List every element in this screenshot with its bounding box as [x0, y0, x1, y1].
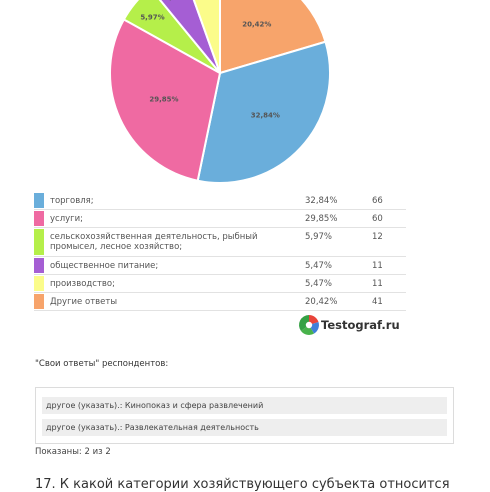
chart-legend: [34, 192, 406, 311]
legend-label: общественное питание;: [50, 261, 159, 271]
legend-percent: 5,97%: [305, 232, 333, 242]
legend-count: 11: [372, 279, 383, 289]
list-item: другое (указать).: Развлекательная деятельность: [42, 419, 447, 436]
legend-label: услуги;: [50, 214, 84, 224]
next-question-title: 17. К какой категории хозяйствующего субъекта относится: [35, 477, 450, 492]
logo-text: Testograf.ru: [321, 318, 400, 332]
legend-swatch: [34, 276, 44, 291]
legend-row: [34, 228, 406, 257]
legend-label: Другие ответы: [50, 297, 118, 307]
legend-label: сельскохозяйственная деятельность, рыбный промысел, лесное хозяйство;: [50, 232, 258, 252]
pie-data-label: 20,42%: [242, 20, 272, 29]
legend-count: 41: [372, 297, 383, 307]
legend-row: [34, 257, 406, 275]
legend-label: производство;: [50, 279, 115, 289]
legend-count: 60: [372, 214, 383, 224]
legend-swatch: [34, 294, 44, 309]
legend-row: [34, 210, 406, 228]
legend-count: 12: [372, 232, 383, 242]
legend-row: [34, 275, 406, 293]
list-item: другое (указать).: Кинопоказ и сфера развлечений: [42, 397, 447, 414]
legend-percent: 20,42%: [305, 297, 338, 307]
testograf-logo-icon: [299, 315, 319, 335]
legend-swatch: [34, 258, 44, 273]
legend-swatch: [34, 193, 44, 208]
pie-data-label: [164, 0, 188, 1]
legend-percent: 5,47%: [305, 261, 333, 271]
own-answers-list: [35, 387, 454, 444]
legend-percent: 5,47%: [305, 279, 333, 289]
legend-percent: 29,85%: [305, 214, 338, 224]
pie-data-label: 5,97%: [140, 13, 165, 22]
pie-data-label: 32,84%: [250, 111, 280, 120]
legend-row: [34, 192, 406, 210]
shown-count: Показаны: 2 из 2: [35, 447, 111, 457]
legend-swatch: [34, 211, 44, 226]
legend-count: 66: [372, 196, 383, 206]
legend-percent: 32,84%: [305, 196, 338, 206]
legend-label: торговля;: [50, 196, 94, 206]
pie-chart: [0, 0, 490, 190]
legend-swatch: [34, 229, 44, 255]
pie-data-label: 29,85%: [149, 95, 179, 104]
legend-row: [34, 293, 406, 311]
own-answers-title: "Свои ответы" респондентов:: [35, 359, 169, 369]
legend-count: 11: [372, 261, 383, 271]
